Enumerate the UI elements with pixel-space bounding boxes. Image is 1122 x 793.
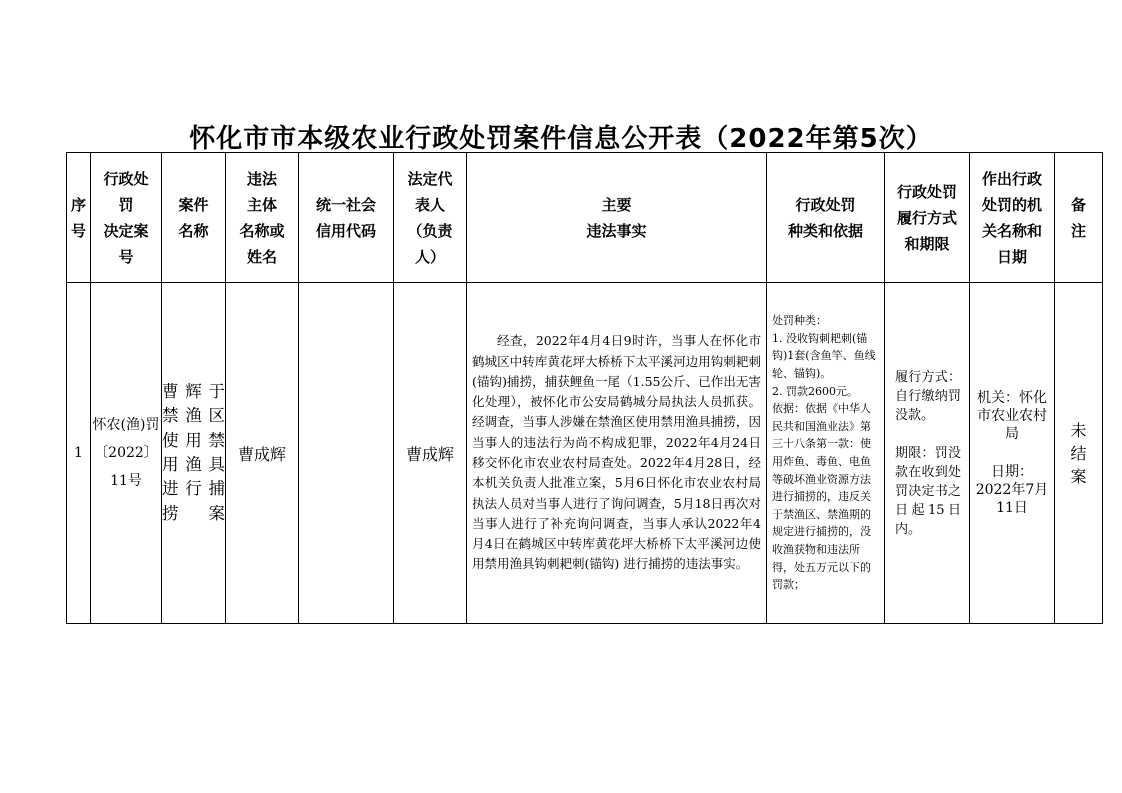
header-seq: 序 号 (67, 153, 91, 283)
cell-decision-no: 怀农(渔)罚〔2022〕11号 (91, 283, 162, 624)
performance-deadline: 期限：罚没款在收到处罚决定书之日起15日内。 (895, 445, 961, 537)
header-facts: 主要 违法事实 (467, 153, 767, 283)
page-title: 怀化市市本级农业行政处罚案件信息公开表（2022年第5次） (189, 124, 933, 154)
remarks-text: 未结案 (1070, 420, 1087, 486)
header-remarks: 备 注 (1055, 153, 1103, 283)
header-penalty: 行政处罚 种类和依据 (767, 153, 885, 283)
header-subject: 违法 主体 名称或 姓名 (226, 153, 299, 283)
cell-penalty (767, 283, 885, 624)
table-row (67, 283, 1103, 624)
header-authority: 作出行政 处罚的机 关名称和 日期 (970, 153, 1055, 283)
cell-case-name: 曹辉于禁渔区使用禁用渔具进行捕捞案 (162, 283, 226, 624)
header-legal-rep: 法定代 表人 （负责 人） (394, 153, 467, 283)
cell-performance (885, 283, 970, 624)
performance-method: 履行方式：自行缴纳罚没款。 (895, 369, 961, 423)
penalty-disclosure-table (66, 152, 1103, 624)
header-decision-no: 行政处 罚 决定案 号 (91, 153, 162, 283)
decision-date: 日期：2022年7月11日 (975, 464, 1049, 516)
authority-name: 机关：怀化市农业农村局 (977, 390, 1047, 442)
cell-facts (467, 283, 767, 624)
cell-seq: 1 (67, 283, 91, 624)
cell-remarks (1055, 283, 1103, 624)
header-row (67, 153, 1103, 283)
penalty-text: 处罚种类： 1. 没收钩刺耙刺(锚钩)1套(含鱼竿、鱼线轮、锚钩)。 2. 罚款2600元。 依据：依据《中华人民共和国渔业法》第三十八条第一款：使用炸鱼、毒鱼、电鱼等破坏渔业资源方法进行捕捞的，违反关于禁渔区、禁渔期的规定进行捕捞的，没收渔获物和违法所得，处五万元以下的罚款； (772, 314, 876, 592)
facts-text: 经查，2022年4月4日9时许，当事人在怀化市鹤城区中转库黄花坪大桥桥下太平溪河边用钩刺耙刺(锚钩)捕捞，捕获鲤鱼一尾（1.55公斤、已作出无害化处理），被怀化市公安局鹤城分局执法人员抓获。经调查，当事人涉嫌在禁渔区使用禁用渔具捕捞，因当事人的违法行为尚不构成犯罪，2022年4月24日移交怀化市农业农村局查处。2022年4月28日，经本机关负责人批准立案，5月6日怀化市农业农村局执法人员对当事人进行了询问调查，5月18日再次对当事人进行了补充询问调查，当事人承认2022年4月4日在鹤城区中转库黄花坪大桥桥下太平溪河边使用禁用渔具钩刺耙刺(锚钩) 进行捕捞的违法事实。 (472, 333, 761, 572)
cell-legal-rep: 曹成辉 (394, 283, 467, 624)
header-credit-code: 统一社会 信用代码 (299, 153, 394, 283)
header-performance: 行政处罚 履行方式 和期限 (885, 153, 970, 283)
cell-authority (970, 283, 1055, 624)
header-case-name: 案件 名称 (162, 153, 226, 283)
cell-credit-code (299, 283, 394, 624)
cell-subject-name: 曹成辉 (226, 283, 299, 624)
